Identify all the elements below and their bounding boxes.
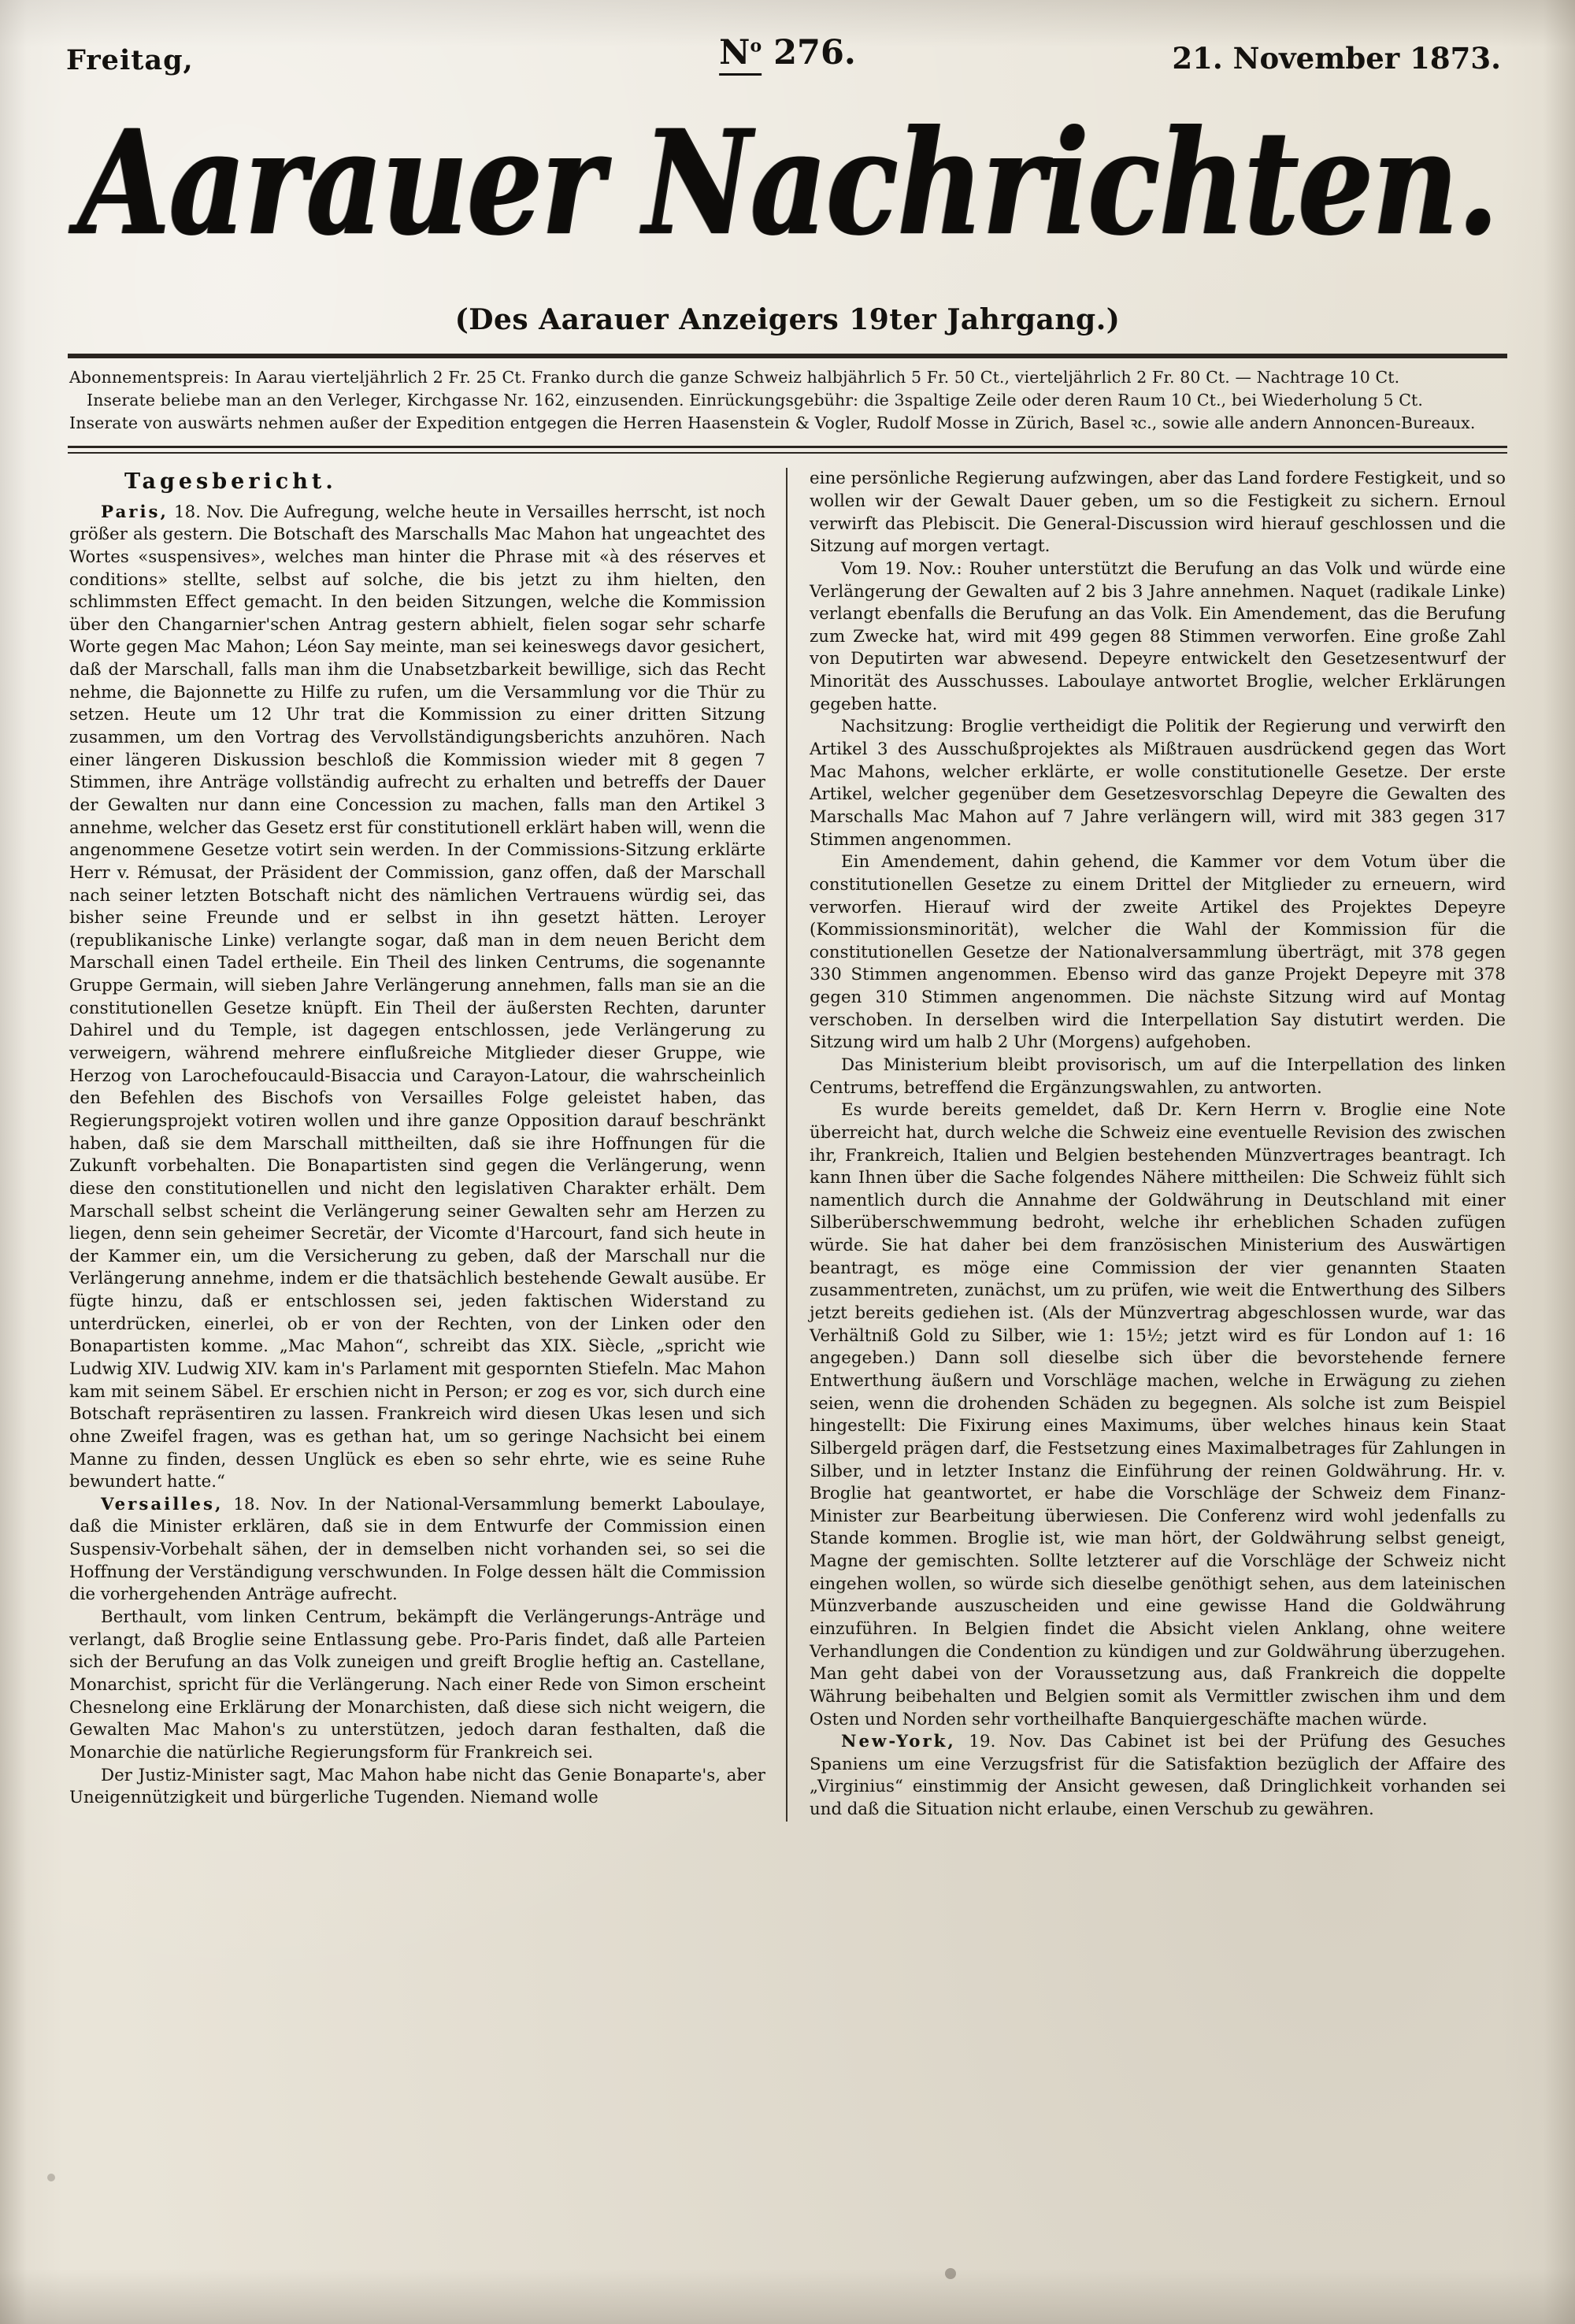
article-paragraph [810,716,1506,851]
article-paragraph [69,1607,765,1764]
imprint-block [69,366,1506,435]
column-left [69,468,788,1821]
imprint-line-2: Inserate beliebe man an den Verleger, Kirchgasse Nr. 162, einzusenden. Einrückungsgebühr: die 3spaltige Zeile oder deren Raum 10 Ct., bei Wiederholung 5 Ct. [87,391,1423,410]
divider-double [68,446,1507,454]
paragraph-text: Ein Amendement, dahin gehend, die Kammer vor dem Votum über die constitutionellen Gesetze zu einem Drittel der Mitglieder zu erneuern, wird verworfen. Hierauf wird der zweite Artikel des Projektes Depeyre (Kommissionsminorität), welcher die Wahl der Kommission für die constitutionellen Gesetze der Nationalversammlung überträgt, mit 378 gegen 330 Stimmen angenommen. Ebenso wird das ganze Projekt Depeyre mit 378 gegen 310 Stimmen angenommen. Die nächste Sitzung wird auf Montag verschoben. In derselben wird die Interpellation Say distutirt werden. Die Sitzung wird um halb 2 Uhr (Morgens) aufgehoben. [810,852,1506,1053]
paragraph-text: Nachsitzung: Broglie vertheidigt die Politik der Regierung und verwirft den Artikel 3 des Ausschußprojektes als Mißtrauen ausdrückend gegen das Wort Mac Mahons, welcher erklärte, er wolle constitutionelle Gesetze. Der erste Artikel, welcher gegenüber dem Gesetzesvorschlag Depeyre die Gewalten des Marschalls Mac Mahon auf 7 Jahre verlängern will, wird mit 383 gegen 317 Stimmen angenommen. [810,717,1506,850]
dateline-place: Paris, [101,502,169,522]
article-paragraph [810,1731,1506,1822]
dateline-place: Versailles, [101,1494,224,1514]
newspaper-sheet [49,30,1526,2298]
paragraph-text: eine persönliche Regierung aufzwingen, aber das Land fordere Festigkeit, und so wollen wir der Gewalt Dauer geben, um so die Festigkeit zu sichern. Ernoul verwirft das Plebiscit. Die General-Discussion wird hierauf geschlossen und die Sitzung auf morgen vertagt. [810,469,1506,557]
publication-date-label: 21. November 1873. [1172,41,1501,76]
newspaper-title: Aarauer Nachrichten. [77,98,1498,269]
masthead-topline [66,30,1509,90]
article-paragraph [69,1494,765,1607]
dateline-place: New-York, [841,1732,956,1752]
paragraph-text: 18. Nov. Die Aufregung, welche heute in Versailles herrscht, ist noch größer als gestern. Die Botschaft des Marschalls Mac Mahon hat ungeachtet des Wortes «suspensives», welches man hinter die Phrase mit «à des réserves et conditions» stellte, selbst auf solche, die bis jetzt zu ihm hielten, den schlimmsten Effect gemacht. In den beiden Sitzungen, welche die Kommission über den Changarnier'schen Antrag gestern abhielt, fielen sogar sehr scharfe Worte gegen Mac Mahon; Léon Say meinte, man sei keineswegs davor gesichert, daß der Marschall, falls man ihm die Unabsetzbarkeit bewillige, sich das Recht nehme, die Bajonnette zu Hilfe zu rufen, um die Versammlung vor die Thür zu setzen. Heute um 12 Uhr trat die Kommission zu einer dritten Sitzung zusammen, um den Vortrag des Vervollständigungsberichts anzuhören. Nach einer längeren Diskussion beschloß die Kommission wieder mit 8 gegen 7 Stimmen, ihre Anträge vollständig aufrecht zu erhalten und betreffs der Dauer der Gewalten nur dann eine Concession zu machen, falls man den Artikel 3 annehme, welcher das Gesetz erst für constitutionell erklärt haben will, wenn die angenommene Gesetze votirt sein werden. In der Commissions-Sitzung erklärte Herr v. Rémusat, der Präsident der Commission, ganz offen, daß der Marschall nach seiner letzten Botschaft nicht des nämlichen Vertrauens würdig sei, das bisher seine Freunde und er selbst in ihn gesetzt hätten. Leroyer (republikanische Linke) verlangte sogar, daß man in dem neuen Bericht dem Marschall einen Tadel ertheile. Ein Theil des linken Centrums, die sogenannte Gruppe Germain, will sieben Jahre Verlängerung annehmen, falls man sie an die constitutionellen Gesetze knüpft. Ein Theil der äußersten Rechten, darunter Dahirel und du Temple, ist dagegen entschlossen, jede Verlängerung zu verweigern, während mehrere einflußreiche Mitglieder dieser Gruppe, wie Herzog von Larochefoucauld-Bisaccia und Carayon-Latour, die wahrscheinlich den Befehlen des Bischofs von Versailles Folge geleistet haben, das Regierungsprojekt votiren wollen und ihre ganze Opposition darauf beschränkt haben, daß sie dem Marschall mittheilten, daß sie ihre Hoffnungen für die Zukunft vorbehalten. Die Bonapartisten sind gegen die Verlängerung, wenn diese den constitutionellen und nicht den legislativen Charakter erhält. Dem Marschall selbst scheint die Verlängerung seiner Gewalten sehr am Herzen zu liegen, denn sein geheimer Secretär, der Vicomte d'Harcourt, fand sich heute in der Kammer ein, um die Versicherung zu geben, daß der Marschall nur die Verlängerung annehme, indem er die thatsächlich bestehende Gewalt ausübe. Er fügte hinzu, daß er entschlossen sei, jeden faktischen Widerstand zu unterdrücken, einerlei, ob er von der Rechten, von der Linken oder den Bonapartisten komme. „Mac Mahon“, schreibt das XIX. Siècle, „spricht wie Ludwig XIV. Ludwig XIV. kam in's Parlament mit gespornten Stiefeln. Mac Mahon kam mit seinem Säbel. Er erschien nicht in Person; er zog es vor, sich durch eine Botschaft repräsentiren zu lassen. Frankreich wird diesen Ukas lesen und sich ohne Zweifel fragen, was es gethan hat, um so geringe Nachsicht bei einem Manne zu finden, dessen Unglück es eben so sehr ehrte, wie es seine Ruhe bewundert hatte.“ [69,502,765,1492]
paragraph-text: Das Ministerium bleibt provisorisch, um auf die Interpellation des linken Centrums, betreffend die Ergänzungswahlen, zu antworten. [810,1055,1506,1098]
article-paragraph [810,468,1506,558]
paragraph-text: Vom 19. Nov.: Rouher unterstützt die Berufung an das Volk und würde eine Verlängerung der Gewalten auf 2 bis 3 Jahre annehmen. Naquet (radikale Linke) verlangt ebenfalls die Berufung an das Volk. Ein Amendement, das die Berufung zum Zwecke hat, wird mit 499 gegen 88 Stimmen verworfen. Eine große Zahl von Deputirten war abwesend. Depeyre entwickelt den Gesetzesentwurf der Minorität des Ausschusses. Laboulaye antwortet Broglie, welcher Erklärungen gegeben hatte. [810,558,1506,714]
paragraph-text: 19. Nov. Das Cabinet ist bei der Prüfung des Gesuches Spaniens um eine Verzugsfrist für die Satisfaktion bezüglich der Affaire des „Virginius“ einstimmig der Ansicht gewesen, daß Dringlichkeit vorhanden sei und daß die Situation nicht erlaube, einen Verschub zu gewähren. [810,1732,1506,1820]
article-paragraph [810,1099,1506,1731]
paragraph-text: Der Justiz-Minister sagt, Mac Mahon habe nicht das Genie Bonaparte's, aber Uneigennützigkeit und bürgerliche Tugenden. Niemand wolle [69,1765,765,1808]
imprint-line-1: Abonnementspreis: In Aarau vierteljährlich 2 Fr. 25 Ct. Franko durch die ganze Schweiz halbjährlich 5 Fr. 50 Ct., vierteljährlich 2 Fr. 80 Ct. — Nachtrage 10 Ct. [69,368,1400,387]
article-paragraph [69,1765,765,1810]
column-right [788,468,1506,1821]
section-heading: Tagesbericht. [124,469,337,495]
issue-number-label: $N^o$ 276. [719,33,856,72]
imprint-line-3: Inserate von auswärts nehmen außer der Expedition entgegen die Herren Haasenstein & Vogler, Rudolf Mosse in Zürich, Basel ꝛc., sowie alle andern Annoncen-Bureaux. [69,413,1476,433]
paragraph-text: Es wurde bereits gemeldet, daß Dr. Kern Herrn v. Broglie eine Note überreicht hat, durch welche die Schweiz eine eventuelle Revision des zwischen ihr, Frankreich, Italien und Belgien bestehenden Münzvertrages beantragt. Ich kann Ihnen über die Sache folgendes Nähere mittheilen: Die Schweiz fühlt sich namentlich durch die Annahme der Goldwährung in Deutschland mit einer Silberüberschwemmung bedroht, welche ihr erheblichen Schaden zufügen würde. Sie hat daher bei dem französischen Ministerium des Auswärtigen beantragt, es möge eine Commission der vier genannten Staaten zusammentreten, zunächst, um zu prüfen, wie weit die Entwerthung des Silbers jetzt bereits gediehen ist. (Als der Münzvertrag abgeschlossen wurde, war das Verhältniß Gold zu Silber, wie 1: 15½; jetzt wird es für London auf 1: 16 angegeben.) Dann soll dieselbe sich über die bevorstehende fernere Entwerthung äußern und Vorschläge machen, welche in Erwägung zu ziehen seien, wenn die drohenden Schäden zu begegnen. Als solche ist zum Beispiel hingestellt: Die Fixirung eines Maximums, über welches hinaus kein Staat Silbergeld prägen darf, die Festsetzung eines Maximalbetrages für Zahlungen in Silber, und in letzter Instanz die Einführung der reinen Goldwährung. Hr. v. Broglie hat geantwortet, er habe die Vorschläge der Schweiz dem Finanz-Minister zur Bearbeitung überwiesen. Die Conferenz wird wohl jedenfalls zu Stande kommen. Broglie ist, wie man hört, der Goldwährung selbst geneigt, Magne der gemischten. Sollte letzterer auf die Vorschläge der Schweiz nicht eingehen wollen, so würde sich dieselbe genöthigt sehen, aus dem lateinischen Münzverbande auszuscheiden und eine gewisse Hand die Goldwährung einzuführen. In Belgien findet die Absicht vielen Anklang, ohne weitere Verhandlungen die Condention zu kündigen und zur Goldwährung überzugehen. Man geht dabei von der Voraussetzung aus, daß Frankreich die doppelte Währung beibehalten und Belgien somit als Vermittler zwischen ihm und dem Osten und Norden sehr vortheilhafte Banquiergeschäfte machen würde. [810,1100,1506,1729]
newspaper-subtitle: (Des Aarauer Anzeigers 19ter Jahrgang.) [454,303,1121,336]
article-columns [69,468,1506,1821]
paragraph-text: Berthault, vom linken Centrum, bekämpft die Verlängerungs-Anträge und verlangt, daß Broglie seine Entlassung gebe. Pro-Paris findet, daß alle Parteien sich der Berufung an das Volk zuneigen und greift Broglie heftig an. Castellane, Monarchist, spricht für die Verlängerung. Nach einer Rede von Simon erscheint Chesnelong eine Erklärung der Monarchisten, daß diese sich nicht weigern, die Gewalten Mac Mahon's zu unterstützen, jedoch daran festhalten, daß die Monarchie die natürliche Regierungsform für Frankreich sei. [69,1607,765,1762]
paragraph-text: 18. Nov. In der National-Versammlung bemerkt Laboulaye, daß die Minister erklären, daß sie in dem Entwurfe der Commission einen Suspensiv-Vorbehalt sähen, der in demselben nicht vorhanden sei, so sei die Hoffnung der Verständigung verschwunden. In Folge dessen hält die Commission die vorhergehenden Anträge aufrecht. [69,1494,765,1605]
article-paragraph [810,558,1506,716]
weekday-label: Freitag, [66,44,194,76]
article-paragraph [810,1055,1506,1099]
article-paragraph [810,851,1506,1055]
article-paragraph [69,502,765,1494]
divider-thick [68,355,1507,358]
